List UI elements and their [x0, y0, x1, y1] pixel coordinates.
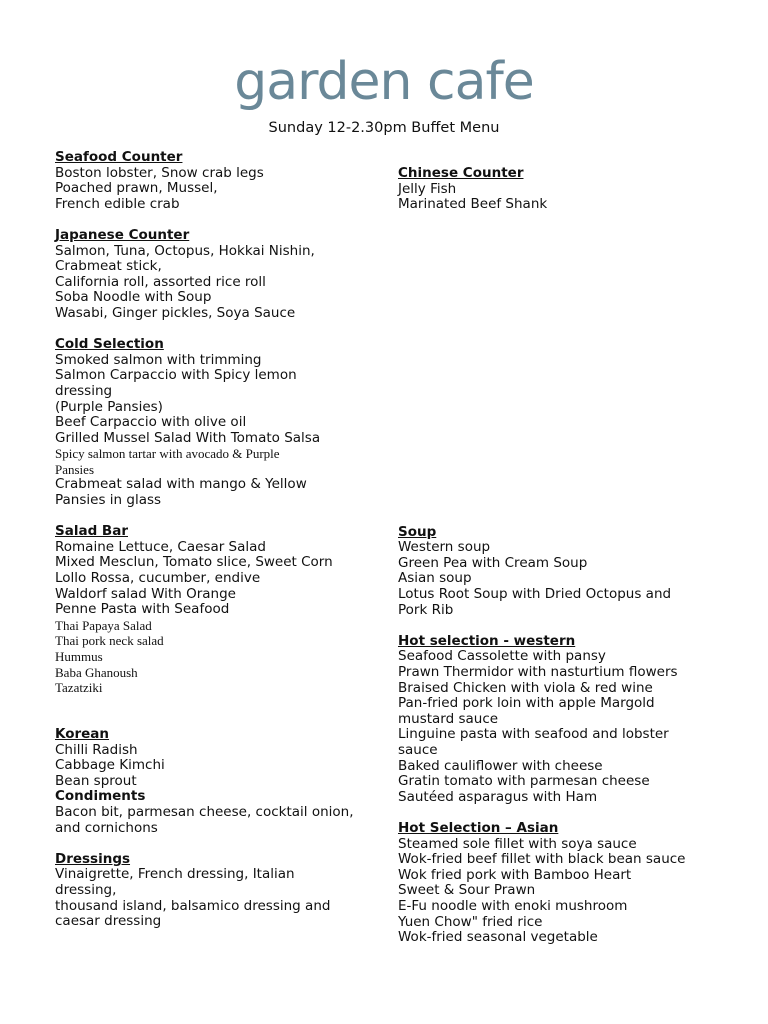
korean-heading: Korean — [55, 725, 110, 742]
salad-bar-item: Thai pork neck salad — [55, 633, 164, 649]
japanese-item: Soba Noodle with Soup — [55, 289, 212, 306]
spacer — [55, 711, 385, 727]
salad-bar-heading: Salad Bar — [55, 523, 128, 540]
cold-selection-item: Salmon Carpaccio with Spicy lemon — [55, 367, 297, 384]
soup-item: Western soup — [398, 539, 491, 556]
salad-bar-item: Tazatziki — [55, 680, 103, 696]
spacer — [55, 212, 385, 228]
hot-western-item: sauce — [398, 741, 438, 758]
seafood-heading: Seafood Counter — [55, 149, 183, 165]
spacer — [55, 696, 385, 712]
japanese-item: California roll, assorted rice roll — [55, 273, 266, 290]
hot-asian-item: Sweet & Sour Prawn — [398, 882, 536, 899]
seafood-item: French edible crab — [55, 195, 180, 212]
hot-western-heading: Hot selection - western — [398, 632, 576, 649]
hot-western-item: Baked cauliflower with cheese — [398, 757, 603, 774]
cold-selection-item: Grilled Mussel Salad With Tomato Salsa — [55, 429, 321, 446]
cold-selection-item: Pansies in glass — [55, 492, 162, 509]
hot-asian-item: Steamed sole fillet with soya sauce — [398, 835, 637, 852]
spacer — [398, 509, 738, 525]
japanese-heading: Japanese Counter — [55, 226, 190, 243]
spacer — [398, 322, 738, 338]
dressings-item: thousand island, balsamico dressing and — [55, 897, 331, 914]
hot-asian-item: Wok-fried beef fillet with black bean sauce — [398, 851, 686, 868]
hot-asian-heading: Hot Selection – Asian — [398, 819, 559, 836]
cold-selection-heading: Cold Selection — [55, 336, 164, 353]
spacer — [398, 213, 738, 229]
spacer — [398, 618, 738, 634]
salad-bar-item: Waldorf salad With Orange — [55, 585, 236, 602]
hot-western-item: mustard sauce — [398, 710, 499, 727]
hot-western-item: Sautéed asparagus with Ham — [398, 788, 598, 805]
hot-western-item: Pan-fried pork loin with apple Margold — [398, 695, 655, 712]
hot-western-item: Gratin tomato with parmesan cheese — [398, 773, 650, 790]
seafood-item: Boston lobster, Snow crab legs — [55, 164, 264, 181]
spacer — [398, 353, 738, 369]
spacer — [398, 384, 738, 400]
seafood-item: Poached prawn, Mussel, — [55, 180, 218, 197]
hot-western-item: Seafood Cassolette with pansy — [398, 648, 606, 665]
spacer — [55, 836, 385, 852]
spacer — [398, 369, 738, 385]
dressings-item: caesar dressing — [55, 913, 162, 930]
cold-selection-item: Beef Carpaccio with olive oil — [55, 414, 247, 431]
spacer — [398, 260, 738, 276]
spacer — [398, 493, 738, 509]
hot-western-item: Prawn Thermidor with nasturtium flowers — [398, 664, 678, 680]
korean-item: Cabbage Kimchi — [55, 757, 165, 774]
logo — [0, 50, 768, 114]
condiments-item: Bacon bit, parmesan cheese, cocktail onion, — [55, 803, 354, 820]
hot-asian-item: E-Fu noodle with enoki mushroom — [398, 897, 628, 914]
spacer — [55, 509, 385, 525]
cold-selection-item: dressing — [55, 382, 113, 399]
spacer — [398, 338, 738, 354]
soup-item: Lotus Root Soup with Dried Octopus and — [398, 586, 672, 603]
salad-bar-item: Hummus — [55, 649, 103, 664]
salad-bar-item: Lollo Rossa, cucumber, endive — [55, 570, 261, 587]
spacer — [398, 400, 738, 416]
dressings-item: dressing, — [55, 881, 117, 898]
dressings-heading: Dressings — [55, 850, 131, 867]
spacer — [398, 431, 738, 447]
soup-item: Green Pea with Cream Soup — [398, 554, 588, 571]
salad-bar-item: Thai Papaya Salad — [55, 617, 152, 633]
hot-asian-item: Yuen Chow" fried rice — [398, 913, 543, 930]
chinese-item: Marinated Beef Shank — [398, 196, 548, 213]
spacer — [55, 322, 385, 338]
cold-selection-item: Crabmeat salad with mango & Yellow — [55, 476, 307, 493]
condiments-heading: Condiments — [55, 788, 146, 805]
logo-text: garden cafe — [234, 52, 534, 112]
japanese-item: Salmon, Tuna, Octopus, Hokkai Nishin, — [55, 242, 315, 259]
salad-bar-item: Romaine Lettuce, Caesar Salad — [55, 538, 266, 555]
spacer — [398, 478, 738, 494]
cold-selection-item: (Purple Pansies) — [55, 398, 163, 415]
salad-bar-item: Mixed Mesclun, Tomato slice, Sweet Corn — [55, 554, 333, 571]
salad-bar-item: Baba Ghanoush — [55, 664, 138, 680]
menu-title: Sunday 12-2.30pm Buffet Menu — [268, 120, 500, 136]
korean-item: Chilli Radish — [55, 741, 138, 758]
spacer — [398, 291, 738, 307]
hot-western-item: Linguine pasta with seafood and lobster — [398, 726, 669, 743]
hot-asian-item: Wok fried pork with Bamboo Heart — [398, 866, 632, 883]
spacer — [398, 275, 738, 291]
cold-selection-item: Pansies — [55, 461, 94, 477]
cold-selection-item: Smoked salmon with trimming — [55, 351, 262, 368]
hot-asian-item: Wok-fried seasonal vegetable — [398, 929, 598, 946]
spacer — [398, 306, 738, 322]
soup-item: Asian soup — [398, 570, 472, 587]
left-column — [55, 150, 385, 930]
right-column — [398, 166, 738, 946]
chinese-item: Jelly Fish — [398, 180, 457, 197]
soup-item: Pork Rib — [398, 601, 454, 618]
chinese-heading: Chinese Counter — [398, 165, 524, 181]
cold-selection-item: Spicy salmon tartar with avocado & Purple — [55, 446, 280, 462]
dressings-item: Vinaigrette, French dressing, Italian — [55, 866, 295, 883]
japanese-item: Crabmeat stick, — [55, 258, 162, 275]
condiments-item: and cornichons — [55, 819, 158, 836]
spacer — [398, 462, 738, 478]
spacer — [398, 228, 738, 244]
spacer — [398, 447, 738, 463]
spacer — [398, 244, 738, 260]
salad-bar-item: Penne Pasta with Seafood — [55, 601, 230, 618]
spacer — [398, 805, 738, 821]
korean-item: Bean sprout — [55, 772, 137, 789]
spacer — [398, 416, 738, 432]
japanese-item: Wasabi, Ginger pickles, Soya Sauce — [55, 304, 296, 321]
hot-western-item: Braised Chicken with viola & red wine — [398, 679, 653, 696]
soup-heading: Soup — [398, 523, 437, 540]
